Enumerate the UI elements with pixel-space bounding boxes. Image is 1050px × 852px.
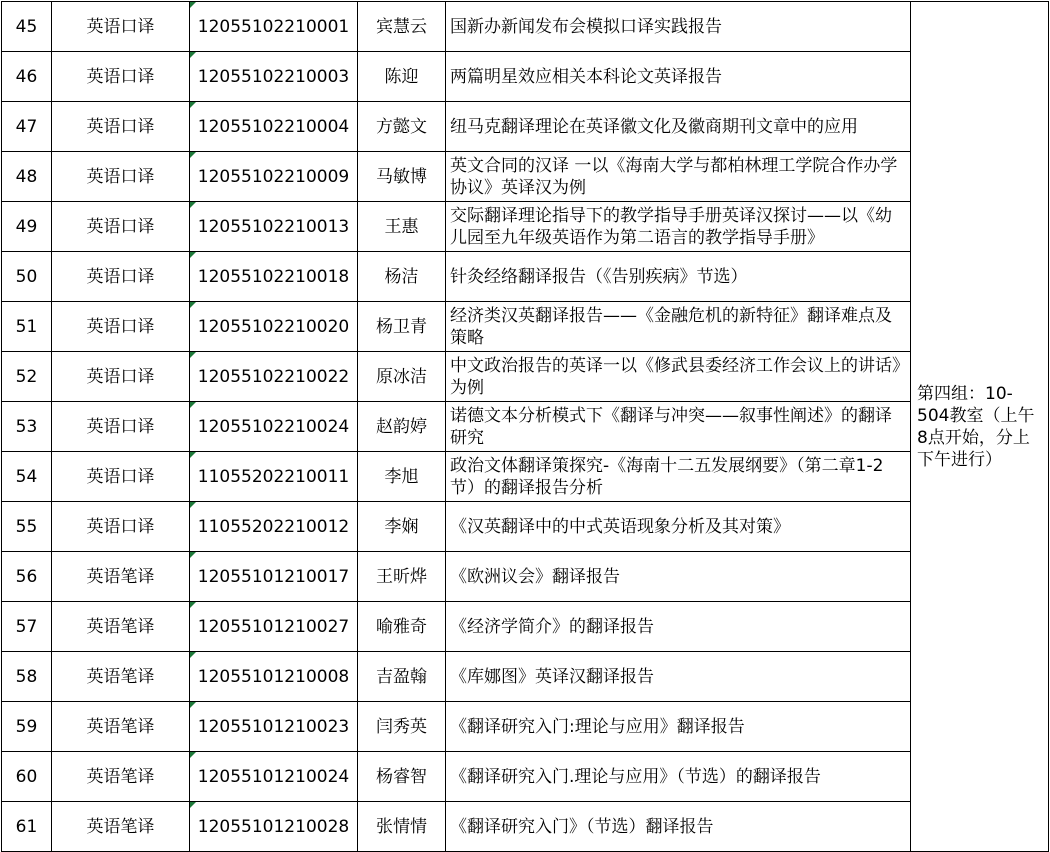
major-cell-text: 英语口译 xyxy=(86,116,155,137)
major-cell xyxy=(52,652,190,702)
student-name-cell-text: 闫秀英 xyxy=(376,716,427,737)
major-cell xyxy=(52,152,190,202)
thesis-title-cell-text: 纽马克翻译理论在英译徽文化及徽商期刊文章中的应用 xyxy=(450,116,858,137)
thesis-title-cell xyxy=(446,252,911,302)
student-id-cell xyxy=(190,252,358,302)
row-number-cell-text: 56 xyxy=(15,566,38,587)
student-name-cell-text: 李旭 xyxy=(384,466,419,487)
major-cell xyxy=(52,552,190,602)
student-id-cell-text: 11055202210011 xyxy=(197,466,350,487)
thesis-title-cell-text: 诺德文本分析模式下《翻译与冲突——叙事性阐述》的翻译研究 xyxy=(450,405,892,448)
group-note-text: 第四组：10-504教室（上午8点开始，分上下午进行） xyxy=(917,383,1035,470)
thesis-title-cell-text: 针灸经络翻译报告（《告别疾病》节选） xyxy=(450,266,748,287)
major-cell-text: 英语笔译 xyxy=(86,816,155,837)
major-cell-text: 英语口译 xyxy=(86,66,155,87)
table-row xyxy=(2,602,1049,652)
row-number-cell-text: 45 xyxy=(15,16,38,37)
student-name-cell-text: 张情情 xyxy=(376,816,427,837)
cell-marker-icon xyxy=(190,552,196,558)
thesis-title-cell xyxy=(446,652,911,702)
student-name-cell xyxy=(358,802,446,852)
major-cell xyxy=(52,402,190,452)
row-number-cell xyxy=(2,802,52,852)
cell-marker-icon xyxy=(190,502,196,508)
student-id-cell xyxy=(190,152,358,202)
row-number-cell xyxy=(2,652,52,702)
student-id-cell-text: 12055101210024 xyxy=(197,766,350,787)
student-id-cell-text: 12055102210009 xyxy=(197,166,350,187)
student-id-cell-text: 12055102210024 xyxy=(197,416,350,437)
table-row xyxy=(2,652,1049,702)
table-row xyxy=(2,302,1049,352)
student-id-cell xyxy=(190,502,358,552)
student-id-cell xyxy=(190,802,358,852)
thesis-title-cell-text: 《欧洲议会》翻译报告 xyxy=(450,566,620,587)
row-number-cell-text: 54 xyxy=(15,466,38,487)
student-id-cell-text: 12055102210018 xyxy=(197,266,350,287)
thesis-title-cell xyxy=(446,402,911,452)
cell-marker-icon xyxy=(190,602,196,608)
row-number-cell-text: 52 xyxy=(15,366,38,387)
thesis-title-cell xyxy=(446,2,911,52)
thesis-defense-table xyxy=(1,1,1049,852)
major-cell-text: 英语笔译 xyxy=(86,616,155,637)
student-id-cell xyxy=(190,2,358,52)
student-id-cell xyxy=(190,602,358,652)
student-name-cell-text: 宾慧云 xyxy=(376,16,427,37)
row-number-cell-text: 59 xyxy=(15,716,38,737)
cell-marker-icon xyxy=(190,452,196,458)
student-id-cell xyxy=(190,52,358,102)
student-name-cell-text: 原冰洁 xyxy=(376,366,427,387)
cell-marker-icon xyxy=(190,152,196,158)
thesis-title-cell xyxy=(446,602,911,652)
table-row xyxy=(2,502,1049,552)
major-cell xyxy=(52,802,190,852)
student-name-cell xyxy=(358,2,446,52)
major-cell xyxy=(52,752,190,802)
major-cell-text: 英语口译 xyxy=(86,266,155,287)
major-cell xyxy=(52,702,190,752)
major-cell-text: 英语口译 xyxy=(86,416,155,437)
student-name-cell xyxy=(358,602,446,652)
row-number-cell xyxy=(2,252,52,302)
table-row xyxy=(2,702,1049,752)
student-id-cell-text: 12055102210020 xyxy=(197,316,350,337)
thesis-title-cell xyxy=(446,552,911,602)
table-row xyxy=(2,252,1049,302)
row-number-cell xyxy=(2,2,52,52)
table-row xyxy=(2,102,1049,152)
student-id-cell-text: 12055102210022 xyxy=(197,366,350,387)
row-number-cell xyxy=(2,402,52,452)
row-number-cell-text: 47 xyxy=(15,116,38,137)
student-id-cell xyxy=(190,452,358,502)
row-number-cell-text: 61 xyxy=(15,816,38,837)
student-name-cell xyxy=(358,52,446,102)
student-name-cell-text: 陈迎 xyxy=(384,66,419,87)
row-number-cell xyxy=(2,502,52,552)
student-name-cell xyxy=(358,352,446,402)
thesis-title-cell xyxy=(446,302,911,352)
student-name-cell xyxy=(358,752,446,802)
student-name-cell xyxy=(358,302,446,352)
thesis-title-cell-text: 《经济学简介》的翻译报告 xyxy=(450,616,654,637)
row-number-cell-text: 53 xyxy=(15,416,38,437)
major-cell xyxy=(52,2,190,52)
table-row xyxy=(2,552,1049,602)
student-id-cell xyxy=(190,652,358,702)
row-number-cell xyxy=(2,352,52,402)
student-id-cell xyxy=(190,702,358,752)
row-number-cell xyxy=(2,752,52,802)
major-cell xyxy=(52,252,190,302)
cell-marker-icon xyxy=(190,2,196,8)
row-number-cell-text: 58 xyxy=(15,666,38,687)
row-number-cell xyxy=(2,202,52,252)
student-name-cell-text: 杨洁 xyxy=(384,266,419,287)
table-row xyxy=(2,52,1049,102)
major-cell-text: 英语笔译 xyxy=(86,716,155,737)
thesis-title-cell xyxy=(446,452,911,502)
student-id-cell xyxy=(190,302,358,352)
student-id-cell xyxy=(190,402,358,452)
student-name-cell-text: 赵韵婷 xyxy=(376,416,427,437)
cell-marker-icon xyxy=(190,802,196,808)
thesis-title-cell xyxy=(446,52,911,102)
cell-marker-icon xyxy=(190,302,196,308)
student-name-cell-text: 喻雅奇 xyxy=(376,616,427,637)
thesis-title-cell-text: 英文合同的汉译 一以《海南大学与都柏林理工学院合作办学协议》英译汉为例 xyxy=(450,155,898,198)
table-row xyxy=(2,452,1049,502)
student-name-cell xyxy=(358,202,446,252)
thesis-title-cell xyxy=(446,352,911,402)
student-name-cell xyxy=(358,252,446,302)
thesis-title-cell-text: 《库娜图》英译汉翻译报告 xyxy=(450,666,654,687)
table-row xyxy=(2,352,1049,402)
cell-marker-icon xyxy=(190,702,196,708)
row-number-cell xyxy=(2,302,52,352)
major-cell-text: 英语口译 xyxy=(86,166,155,187)
student-id-cell-text: 12055102210004 xyxy=(197,116,350,137)
table-row xyxy=(2,2,1049,52)
student-id-cell-text: 12055102210001 xyxy=(197,16,350,37)
table-row xyxy=(2,752,1049,802)
table-row xyxy=(2,802,1049,852)
thesis-title-cell-text: 《汉英翻译中的中式英语现象分析及其对策》 xyxy=(450,516,790,537)
table-row xyxy=(2,402,1049,452)
major-cell-text: 英语口译 xyxy=(86,466,155,487)
row-number-cell xyxy=(2,602,52,652)
major-cell xyxy=(52,602,190,652)
thesis-title-cell-text: 中文政治报告的英译一以《修武县委经济工作会议上的讲话》为例 xyxy=(450,355,901,398)
table-row xyxy=(2,152,1049,202)
row-number-cell xyxy=(2,702,52,752)
row-number-cell xyxy=(2,452,52,502)
table-body xyxy=(2,2,1049,852)
cell-marker-icon xyxy=(190,652,196,658)
row-number-cell xyxy=(2,102,52,152)
student-id-cell xyxy=(190,552,358,602)
cell-marker-icon xyxy=(190,752,196,758)
major-cell xyxy=(52,302,190,352)
row-number-cell xyxy=(2,52,52,102)
major-cell-text: 英语口译 xyxy=(86,516,155,537)
student-name-cell xyxy=(358,102,446,152)
cell-marker-icon xyxy=(190,202,196,208)
student-name-cell-text: 方懿文 xyxy=(376,116,427,137)
major-cell-text: 英语口译 xyxy=(86,216,155,237)
thesis-title-cell-text: 两篇明星效应相关本科论文英译报告 xyxy=(450,66,722,87)
student-name-cell-text: 杨睿智 xyxy=(376,766,427,787)
thesis-title-cell-text: 《翻译研究入门》（节选）翻译报告 xyxy=(450,816,714,837)
row-number-cell-text: 51 xyxy=(15,316,38,337)
student-id-cell-text: 12055102210003 xyxy=(197,66,350,87)
student-name-cell-text: 马敏博 xyxy=(376,166,427,187)
row-number-cell xyxy=(2,152,52,202)
thesis-title-cell-text: 《翻译研究入门:理论与应用》翻译报告 xyxy=(450,716,745,737)
major-cell xyxy=(52,452,190,502)
row-number-cell-text: 48 xyxy=(15,166,38,187)
student-id-cell xyxy=(190,352,358,402)
major-cell xyxy=(52,52,190,102)
major-cell-text: 英语笔译 xyxy=(86,666,155,687)
cell-marker-icon xyxy=(190,402,196,408)
thesis-title-cell xyxy=(446,202,911,252)
student-id-cell xyxy=(190,102,358,152)
thesis-title-cell-text: 经济类汉英翻译报告——《金融危机的新特征》翻译难点及策略 xyxy=(450,305,892,348)
row-number-cell-text: 50 xyxy=(15,266,38,287)
major-cell-text: 英语笔译 xyxy=(86,566,155,587)
student-name-cell xyxy=(358,502,446,552)
cell-marker-icon xyxy=(190,102,196,108)
row-number-cell-text: 49 xyxy=(15,216,38,237)
thesis-title-cell-text: 《翻译研究入门.理论与应用》（节选）的翻译报告 xyxy=(450,766,821,787)
student-id-cell-text: 12055101210023 xyxy=(197,716,350,737)
major-cell-text: 英语口译 xyxy=(86,316,155,337)
row-number-cell-text: 57 xyxy=(15,616,38,637)
student-id-cell xyxy=(190,752,358,802)
thesis-title-cell xyxy=(446,152,911,202)
thesis-title-cell xyxy=(446,502,911,552)
student-name-cell-text: 杨卫青 xyxy=(376,316,427,337)
student-name-cell xyxy=(358,402,446,452)
major-cell xyxy=(52,352,190,402)
student-name-cell-text: 王昕烨 xyxy=(376,566,427,587)
table-row xyxy=(2,202,1049,252)
student-id-cell-text: 12055101210017 xyxy=(197,566,350,587)
student-name-cell-text: 王惠 xyxy=(384,216,419,237)
thesis-title-cell-text: 交际翻译理论指导下的教学指导手册英译汉探讨——以《幼儿园至九年级英语作为第二语言的教学指导手册》 xyxy=(450,205,892,248)
student-name-cell-text: 吉盈翰 xyxy=(376,666,427,687)
thesis-title-cell xyxy=(446,802,911,852)
major-cell-text: 英语口译 xyxy=(86,16,155,37)
row-number-cell-text: 60 xyxy=(15,766,38,787)
student-id-cell-text: 11055202210012 xyxy=(197,516,350,537)
major-cell xyxy=(52,502,190,552)
major-cell xyxy=(52,102,190,152)
student-id-cell xyxy=(190,202,358,252)
row-number-cell-text: 55 xyxy=(15,516,38,537)
thesis-title-cell-text: 政治文体翻译策探究-《海南十二五发展纲要》（第二章1-2节）的翻译报告分析 xyxy=(450,455,884,498)
student-id-cell-text: 12055101210008 xyxy=(197,666,350,687)
thesis-title-cell xyxy=(446,702,911,752)
student-id-cell-text: 12055101210028 xyxy=(197,816,350,837)
student-name-cell xyxy=(358,552,446,602)
student-name-cell xyxy=(358,452,446,502)
thesis-title-cell xyxy=(446,752,911,802)
major-cell-text: 英语笔译 xyxy=(86,766,155,787)
student-id-cell-text: 12055101210027 xyxy=(197,616,350,637)
cell-marker-icon xyxy=(190,252,196,258)
group-note-cell xyxy=(911,2,1049,852)
row-number-cell xyxy=(2,552,52,602)
cell-marker-icon xyxy=(190,352,196,358)
student-name-cell-text: 李娴 xyxy=(384,516,419,537)
student-id-cell-text: 12055102210013 xyxy=(197,216,350,237)
thesis-title-cell xyxy=(446,102,911,152)
cell-marker-icon xyxy=(190,52,196,58)
thesis-title-cell-text: 国新办新闻发布会模拟口译实践报告 xyxy=(450,16,722,37)
student-name-cell xyxy=(358,702,446,752)
row-number-cell-text: 46 xyxy=(15,66,38,87)
major-cell xyxy=(52,202,190,252)
student-name-cell xyxy=(358,652,446,702)
student-name-cell xyxy=(358,152,446,202)
major-cell-text: 英语口译 xyxy=(86,366,155,387)
